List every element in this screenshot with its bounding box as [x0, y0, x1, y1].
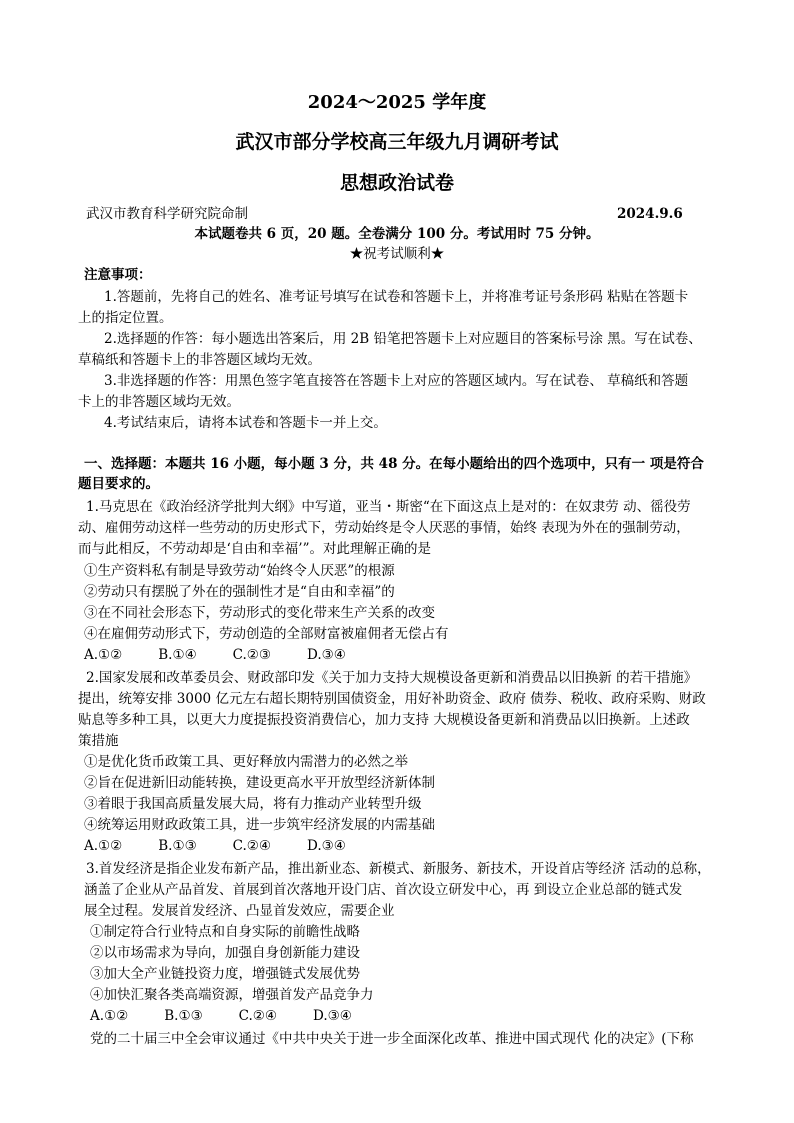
notice-line: 2.选择题的作答：每小题选出答案后，用 2B 铅笔把答题卡上对应题目的答案标号涂 黑。写在试卷、 [104, 331, 702, 347]
notice-line: 卡上的非答题区域均无效。 [78, 394, 240, 410]
question-2-stem: 2.国家发展和改革委员会、财政部印发《关于加力支持大规模设备更新和消费品以旧换新 的若干措施》 [86, 670, 698, 686]
question-2-choices [84, 836, 382, 856]
notice-line: 1.答题前，先将自己的姓名、准考证号填写在试卷和答题卡上，并将准考证号条形码 粘贴在答题卡 [104, 289, 689, 305]
question-3-statement: ①制定符合行业特点和自身实际的前瞻性战略 [90, 924, 360, 940]
section-heading: 一、选择题：本题共 16 小题，每小题 3 分，共 48 分。在每小题给出的四个选项中，只有一 项是符合 [84, 456, 704, 472]
question-1-stem: 动、雇佣劳动这样一些劳动的历史形式下，劳动始终是令人厌恶的事情，始终 表现为外在的强制劳动， [78, 520, 690, 536]
question-1-statement: ③在不同社会形态下，劳动形式的变化带来生产关系的改变 [84, 605, 435, 621]
question-4-stem: 党的二十届三中全会审议通过《中共中央关于进一步全面深化改革、推进中国式现代 化的决定》(下称 [90, 1031, 694, 1047]
choice-d: D.③④ [307, 647, 346, 663]
choice-b: B.①③ [158, 838, 197, 854]
choice-b: B.①④ [158, 647, 197, 663]
choice-b: B.①③ [164, 1008, 203, 1024]
question-2-stem: 策措施 [78, 733, 119, 749]
notice-heading: 注意事项： [84, 267, 152, 283]
notice-line: 草稿纸和答题卡上的非答题区域均无效。 [78, 352, 321, 368]
exam-title: 武汉市部分学校高三年级九月调研考试 [235, 131, 559, 153]
question-2-statement: ④统筹运用财政政策工具，进一步筑牢经济发展的内需基础 [84, 817, 435, 833]
school-year: 2024～2025 学年度 [307, 92, 487, 113]
choice-a: A.①② [90, 1008, 129, 1024]
choice-c: C.②③ [232, 647, 272, 663]
choice-d: D.③④ [307, 838, 346, 854]
question-3-statement: ③加大全产业链投资力度，增强链式发展优势 [90, 966, 360, 982]
choice-d: D.③④ [313, 1008, 352, 1024]
choice-c: C.②④ [238, 1008, 278, 1024]
question-2-statement: ②旨在促进新旧动能转换，建设更高水平开放型经济新体制 [84, 775, 435, 791]
question-3-choices [90, 1006, 388, 1026]
section-heading: 题目要求的。 [78, 476, 159, 492]
question-3-stem: 3.首发经济是指企业发布新产品，推出新业态、新模式、新服务、新技术，开设首店等经济 活动的总称， [86, 861, 711, 877]
question-1-statement: ①生产资料私有制是导致劳动“始终令人厌恶”的根源 [84, 563, 395, 579]
question-1-statement: ④在雇佣劳动形式下，劳动创造的全部财富被雇佣者无偿占有 [84, 626, 449, 642]
notice-line: 3.非选择题的作答：用黑色签字笔直接答在答题卡上对应的答题区域内。写在试卷、 草稿纸和答题 [104, 373, 689, 389]
notice-line: 4.考试结束后，请将本试卷和答题卡一并上交。 [104, 415, 387, 431]
choice-c: C.②④ [232, 838, 272, 854]
question-2-statement: ①是优化货币政策工具、更好释放内需潜力的必然之举 [84, 754, 408, 770]
question-3-stem: 涵盖了企业从产品首发、首展到首次落地开设门店、首次设立研发中心，再 到设立企业总部的链式发 [84, 882, 683, 898]
question-1-statement: ②劳动只有摆脱了外在的强制性才是“自由和幸福”的 [84, 584, 395, 600]
question-3-statement: ②以市场需求为导向，加强自身创新能力建设 [90, 945, 360, 961]
good-luck: ★祝考试顺利★ [349, 246, 445, 262]
issuer: 武汉市教育科学研究院命制 [86, 206, 248, 222]
question-3-stem: 展全过程。发展首发经济、凸显首发效应，需要企业 [84, 903, 395, 919]
question-2-stem: 贴息等多种工具，以更大力度提振投资消费信心，加力支持 大规模设备更新和消费品以旧换新。上述政 [78, 712, 690, 728]
question-1-stem: 1.马克思在《政治经济学批判大纲》中写道，亚当・斯密“在下面这点上是对的：在奴隶劳 动、徭役劳 [86, 499, 691, 515]
notice-line: 上的指定位置。 [78, 310, 173, 326]
exam-info: 本试题卷共 6 页，20 题。全卷满分 100 分。考试用时 75 分钟。 [194, 226, 600, 242]
question-3-statement: ④加快汇聚各类高端资源，增强首发产品竞争力 [90, 987, 374, 1003]
subject-title: 思想政治试卷 [339, 172, 454, 194]
question-1-choices [84, 645, 382, 665]
choice-a: A.①② [84, 838, 123, 854]
question-1-stem: 而与此相反，不劳动却是‘自由和幸福’”。对此理解正确的是 [78, 541, 431, 557]
choice-a: A.①② [84, 647, 123, 663]
question-2-stem: 提出，统筹安排 3000 亿元左右超长期特别国债资金，用好补助资金、政府 债券、税收、政府采购、财政 [78, 691, 706, 707]
exam-date: 2024.9.6 [617, 206, 683, 222]
question-2-statement: ③着眼于我国高质量发展大局，将有力推动产业转型升级 [84, 796, 422, 812]
